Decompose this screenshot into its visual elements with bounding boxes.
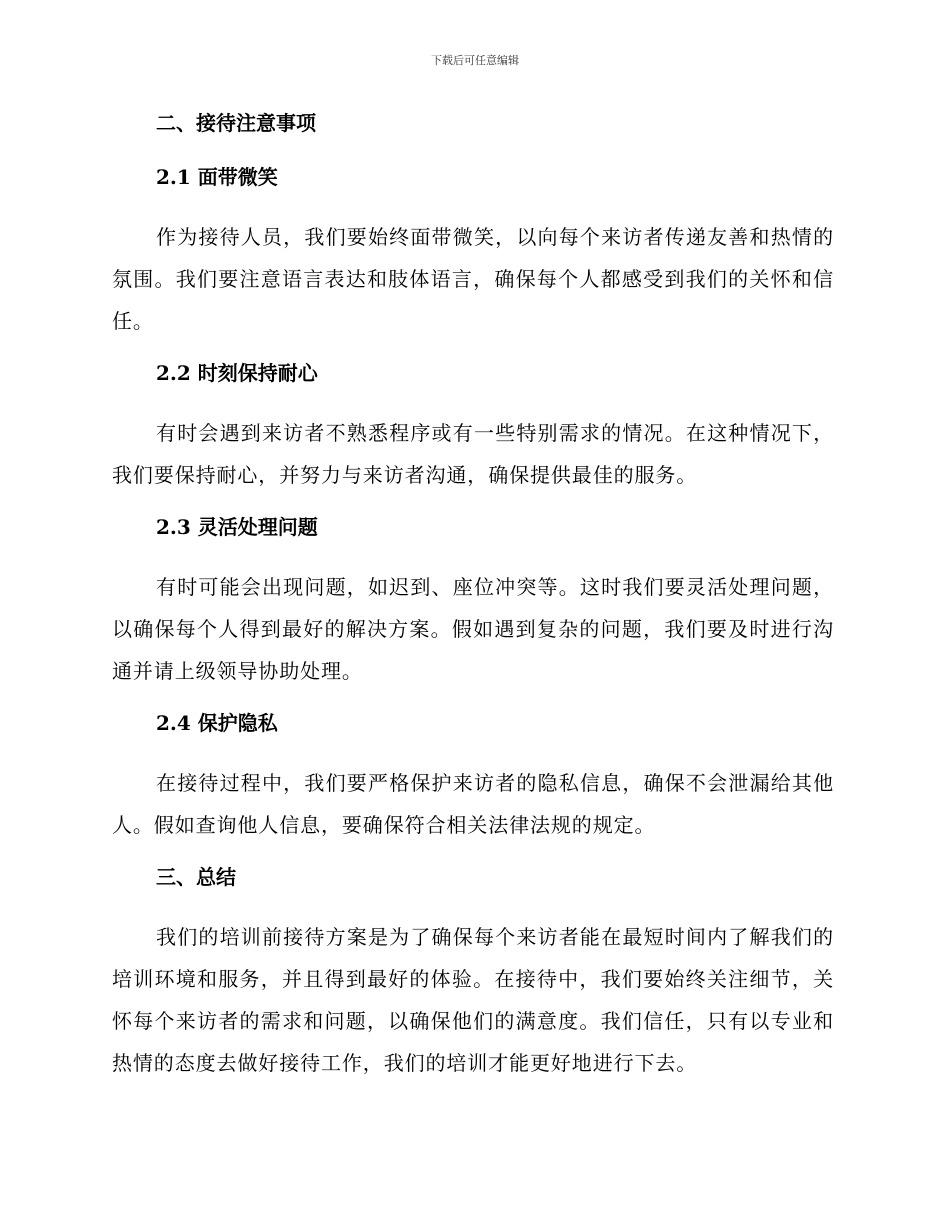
paragraph-3: 我们的培训前接待方案是为了确保每个来访者能在最短时间内了解我们的培训环境和服务，并且得到最好的体验。在接待中，我们要始终关注细节，关怀每个来访者的需求和问题，以确保他们的满意度。我们信任，只有以专业和热情的态度去做好接待工作，我们的培训才能更好地进行下去。 — [112, 925, 834, 1075]
paragraph-2-3: 有时可能会出现问题，如迟到、座位冲突等。这时我们要灵活处理问题，以确保每个人得到最好的解决方案。假如遇到复杂的问题，我们要及时进行沟通并请上级领导协助处理。 — [112, 575, 834, 683]
subsection-heading-2-4: 2.4 保护隐私 — [156, 711, 278, 735]
document-body — [112, 108, 834, 1084]
paragraph-2-2: 有时会遇到来访者不熟悉程序或有一些特别需求的情况。在这种情况下，我们要保持耐心，并努力与来访者沟通，确保提供最佳的服务。 — [112, 421, 834, 487]
section-heading-2: 二、接待注意事项 — [156, 111, 316, 135]
subsection-heading-2-1: 2.1 面带微笑 — [156, 165, 278, 189]
page-header-note: 下载后可任意编辑 — [431, 54, 519, 67]
section-heading-3: 三、总结 — [156, 865, 236, 889]
paragraph-2-1: 作为接待人员，我们要始终面带微笑，以向每个来访者传递友善和热情的氛围。我们要注意语言表达和肢体语言，确保每个人都感受到我们的关怀和信任。 — [112, 225, 834, 333]
subsection-heading-2-3: 2.3 灵活处理问题 — [156, 515, 318, 539]
subsection-heading-2-2: 2.2 时刻保持耐心 — [156, 361, 318, 385]
paragraph-2-4: 在接待过程中，我们要严格保护来访者的隐私信息，确保不会泄漏给其他人。假如查询他人信息，要确保符合相关法律法规的规定。 — [112, 771, 834, 837]
